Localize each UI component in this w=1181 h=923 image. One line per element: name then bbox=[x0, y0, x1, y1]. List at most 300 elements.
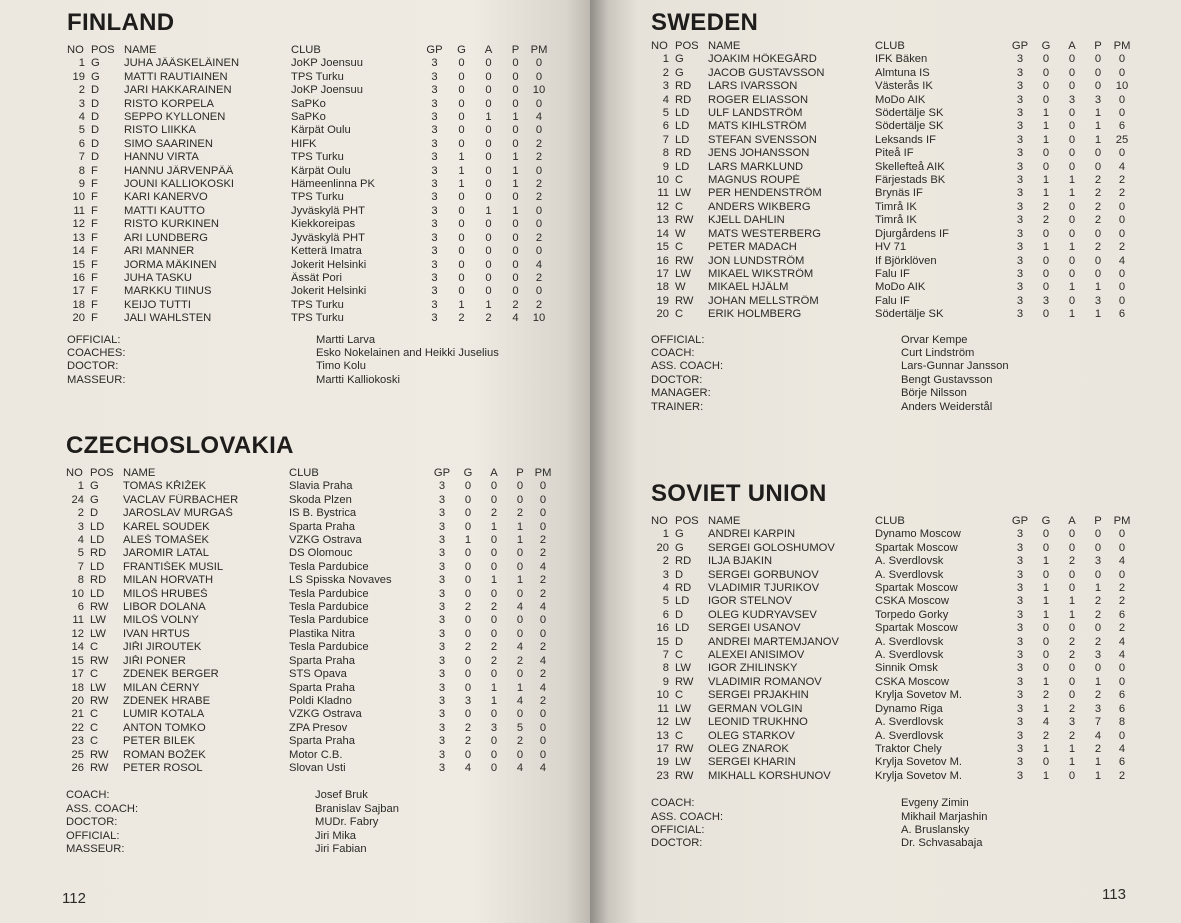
player-name: ROMAN BOŽEK bbox=[123, 748, 206, 761]
player-club: Sparta Praha bbox=[289, 520, 355, 533]
player-pos: F bbox=[91, 164, 98, 177]
player-pos: F bbox=[91, 312, 98, 325]
player-row bbox=[651, 582, 1133, 595]
player-p: 0 bbox=[1094, 622, 1102, 635]
player-a: 0 bbox=[485, 231, 492, 244]
player-gp: 3 bbox=[1016, 662, 1024, 675]
player-a: 0 bbox=[485, 137, 492, 150]
player-row bbox=[66, 708, 553, 721]
player-p: 5 bbox=[516, 721, 524, 734]
player-g: 2 bbox=[1042, 689, 1050, 702]
player-pos: LD bbox=[675, 107, 690, 120]
staff-role: OFFICIAL: bbox=[67, 333, 121, 346]
player-gp: 3 bbox=[431, 258, 438, 271]
staff-role: DOCTOR: bbox=[66, 816, 118, 829]
player-p: 4 bbox=[1094, 729, 1102, 742]
player-p: 1 bbox=[516, 574, 524, 587]
player-a: 1 bbox=[490, 574, 498, 587]
player-no: 16 bbox=[656, 622, 669, 635]
player-no: 1 bbox=[662, 53, 669, 66]
player-p: 0 bbox=[516, 480, 524, 493]
player-no: 10 bbox=[72, 191, 85, 204]
player-row bbox=[651, 241, 1133, 254]
player-club: Jyväskylä PHT bbox=[291, 231, 365, 244]
player-row bbox=[66, 547, 553, 560]
player-pm: 0 bbox=[1118, 227, 1126, 240]
col-header-gp: GP bbox=[1011, 515, 1029, 527]
player-no: 7 bbox=[662, 133, 669, 146]
player-pos: D bbox=[675, 568, 684, 581]
player-pm: 4 bbox=[1118, 635, 1126, 648]
player-g: 2 bbox=[1042, 214, 1050, 227]
player-club: Västerås IK bbox=[875, 80, 933, 93]
player-p: 0 bbox=[512, 137, 519, 150]
player-name: JAROMIR LATAL bbox=[123, 547, 209, 560]
player-gp: 3 bbox=[438, 748, 446, 761]
player-a: 1 bbox=[490, 520, 498, 533]
player-row bbox=[66, 534, 553, 547]
player-no: 3 bbox=[77, 520, 84, 533]
player-pos: RD bbox=[90, 547, 107, 560]
player-no: 24 bbox=[71, 493, 84, 506]
player-row bbox=[67, 299, 549, 312]
staff-row bbox=[67, 334, 546, 347]
player-p: 0 bbox=[516, 493, 524, 506]
player-a: 0 bbox=[1068, 689, 1076, 702]
player-pm: 2 bbox=[1118, 582, 1126, 595]
player-pos: LD bbox=[675, 622, 690, 635]
player-name: SEPPO KYLLONEN bbox=[124, 111, 226, 124]
player-pos: F bbox=[91, 204, 98, 217]
player-name: SERGEI USANOV bbox=[708, 622, 801, 635]
player-gp: 3 bbox=[1016, 769, 1024, 782]
col-header-pos: POS bbox=[91, 44, 115, 56]
player-pos: F bbox=[91, 271, 98, 284]
player-p: 0 bbox=[512, 271, 519, 284]
player-pos: D bbox=[675, 635, 684, 648]
staff-row bbox=[651, 347, 1101, 360]
player-gp: 3 bbox=[438, 547, 446, 560]
player-pos: F bbox=[91, 218, 98, 231]
player-a: 0 bbox=[490, 735, 498, 748]
player-no: 2 bbox=[662, 66, 669, 79]
team-section-soviet-union bbox=[651, 481, 1133, 851]
player-club: Falu IF bbox=[875, 267, 910, 280]
player-a: 3 bbox=[490, 721, 498, 734]
player-a: 0 bbox=[490, 480, 498, 493]
player-row bbox=[651, 649, 1133, 662]
player-no: 22 bbox=[71, 721, 84, 734]
player-pos: LD bbox=[675, 133, 690, 146]
staff-row bbox=[66, 830, 515, 843]
player-row bbox=[66, 507, 553, 520]
player-g: 0 bbox=[1042, 254, 1050, 267]
player-a: 0 bbox=[490, 627, 498, 640]
player-gp: 3 bbox=[431, 97, 438, 110]
player-p: 2 bbox=[1094, 595, 1102, 608]
staff-role: ASS. COACH: bbox=[651, 360, 724, 373]
player-name: JACOB GUSTAVSSON bbox=[708, 66, 825, 79]
col-header-a: A bbox=[1068, 515, 1076, 527]
player-pm: 2 bbox=[1118, 622, 1126, 635]
player-club: ZPA Presov bbox=[289, 721, 348, 734]
player-pm: 4 bbox=[1118, 649, 1126, 662]
player-pm: 2 bbox=[535, 178, 543, 191]
player-gp: 3 bbox=[438, 721, 446, 734]
player-name: OLEG KUDRYAVSEV bbox=[708, 608, 817, 621]
player-pm: 2 bbox=[1118, 187, 1126, 200]
col-header-pm: PM bbox=[1113, 40, 1131, 52]
player-a: 0 bbox=[1068, 267, 1076, 280]
player-p: 4 bbox=[516, 694, 524, 707]
player-pos: RW bbox=[90, 761, 109, 774]
player-name: LIBOR DOLANA bbox=[123, 601, 206, 614]
staff-name: Timo Kolu bbox=[316, 360, 366, 373]
player-g: 2 bbox=[464, 721, 472, 734]
player-name: HANNU VIRTA bbox=[124, 151, 199, 164]
player-gp: 3 bbox=[1016, 254, 1024, 267]
team-section-finland bbox=[67, 10, 549, 387]
player-pm: 0 bbox=[535, 245, 543, 258]
player-a: 0 bbox=[490, 493, 498, 506]
player-pm: 0 bbox=[535, 57, 543, 70]
player-p: 0 bbox=[1094, 160, 1102, 173]
col-header-name: NAME bbox=[708, 515, 741, 527]
player-gp: 3 bbox=[438, 534, 446, 547]
staff-row bbox=[66, 816, 515, 829]
player-club: Piteå IF bbox=[875, 147, 914, 160]
player-club: VZKG Ostrava bbox=[289, 708, 362, 721]
player-p: 4 bbox=[516, 641, 524, 654]
staff-role: ASS. COACH: bbox=[651, 810, 724, 823]
player-g: 0 bbox=[1042, 160, 1050, 173]
player-no: 12 bbox=[656, 716, 669, 729]
player-pos: D bbox=[91, 124, 100, 137]
player-row bbox=[651, 161, 1133, 174]
player-pos: G bbox=[91, 57, 100, 70]
player-no: 20 bbox=[656, 308, 669, 321]
player-pos: RD bbox=[675, 582, 692, 595]
player-pm: 0 bbox=[539, 493, 547, 506]
player-pm: 4 bbox=[1118, 742, 1126, 755]
player-row bbox=[651, 730, 1133, 743]
player-p: 0 bbox=[512, 84, 519, 97]
player-name: LARS MARKLUND bbox=[708, 160, 804, 173]
player-no: 25 bbox=[71, 748, 84, 761]
player-g: 0 bbox=[464, 708, 472, 721]
player-pos: C bbox=[90, 708, 99, 721]
col-header-pos: POS bbox=[675, 515, 699, 527]
player-a: 0 bbox=[1068, 147, 1076, 160]
player-pos: D bbox=[91, 137, 100, 150]
player-name: KARI KANERVO bbox=[124, 191, 208, 204]
player-name: ALEXEI ANISIMOV bbox=[708, 649, 805, 662]
player-gp: 3 bbox=[431, 178, 438, 191]
player-gp: 3 bbox=[438, 735, 446, 748]
player-g: 1 bbox=[458, 178, 465, 191]
player-club: Torpedo Gorky bbox=[875, 608, 949, 621]
player-pos: LD bbox=[675, 595, 690, 608]
player-pm: 4 bbox=[539, 761, 547, 774]
col-header-p: P bbox=[511, 44, 520, 56]
player-row bbox=[651, 542, 1133, 555]
player-pos: D bbox=[91, 151, 100, 164]
player-name: ANDREI KARPIN bbox=[708, 528, 796, 541]
player-row bbox=[67, 285, 549, 298]
player-pos: RD bbox=[675, 147, 692, 160]
player-row bbox=[67, 98, 549, 111]
player-g: 1 bbox=[1042, 595, 1050, 608]
player-g: 0 bbox=[1042, 267, 1050, 280]
player-gp: 3 bbox=[1016, 267, 1024, 280]
player-no: 17 bbox=[656, 267, 669, 280]
player-row bbox=[651, 268, 1133, 281]
staff-name: Börje Nilsson bbox=[901, 387, 967, 400]
player-no: 4 bbox=[77, 534, 84, 547]
player-pm: 2 bbox=[1118, 595, 1126, 608]
player-p: 0 bbox=[512, 258, 519, 271]
player-p: 2 bbox=[1094, 635, 1102, 648]
player-pos: RW bbox=[675, 742, 694, 755]
player-a: 0 bbox=[1068, 160, 1076, 173]
player-pm: 2 bbox=[1118, 174, 1126, 187]
player-row bbox=[651, 228, 1133, 241]
player-no: 23 bbox=[71, 735, 84, 748]
player-p: 1 bbox=[1094, 675, 1102, 688]
player-name: IVAN HRTUS bbox=[123, 627, 190, 640]
player-pos: RW bbox=[675, 769, 694, 782]
player-gp: 3 bbox=[1016, 281, 1024, 294]
player-name: RISTO LIIKKA bbox=[124, 124, 196, 137]
player-g: 1 bbox=[1042, 241, 1050, 254]
player-pos: D bbox=[91, 84, 100, 97]
staff-role: MASSEUR: bbox=[67, 373, 126, 386]
player-pm: 2 bbox=[1118, 769, 1126, 782]
player-a: 0 bbox=[1068, 769, 1076, 782]
player-a: 1 bbox=[1068, 241, 1076, 254]
player-no: 17 bbox=[656, 742, 669, 755]
player-name: ZDENEK HRABE bbox=[123, 694, 211, 707]
col-header-g: G bbox=[1041, 40, 1051, 52]
staff-row bbox=[651, 797, 1101, 810]
player-gp: 3 bbox=[1016, 568, 1024, 581]
player-p: 0 bbox=[516, 547, 524, 560]
player-row bbox=[651, 555, 1133, 568]
player-p: 0 bbox=[1094, 662, 1102, 675]
player-gp: 3 bbox=[438, 654, 446, 667]
player-pm: 4 bbox=[1118, 254, 1126, 267]
player-g: 0 bbox=[458, 84, 465, 97]
col-header-pm: PM bbox=[1113, 515, 1131, 527]
player-name: MIKAEL HJÄLM bbox=[708, 281, 789, 294]
player-name: KEIJO TUTTI bbox=[124, 298, 191, 311]
player-p: 1 bbox=[1094, 120, 1102, 133]
team-title: CZECHOSLOVAKIA bbox=[66, 432, 294, 459]
player-pos: F bbox=[91, 298, 98, 311]
player-row bbox=[67, 259, 549, 272]
col-header-name: NAME bbox=[123, 467, 156, 479]
player-g: 1 bbox=[1042, 742, 1050, 755]
player-no: 19 bbox=[72, 70, 85, 83]
player-a: 0 bbox=[1068, 53, 1076, 66]
player-pm: 0 bbox=[539, 748, 547, 761]
player-a: 0 bbox=[485, 164, 492, 177]
player-row bbox=[66, 641, 553, 654]
player-pos: RD bbox=[90, 574, 107, 587]
player-no: 17 bbox=[71, 668, 84, 681]
player-club: Skoda Plzen bbox=[289, 493, 352, 506]
player-pm: 6 bbox=[1118, 756, 1126, 769]
player-g: 0 bbox=[464, 493, 472, 506]
player-club: MoDo AIK bbox=[875, 93, 926, 106]
player-name: JORMA MÄKINEN bbox=[124, 258, 217, 271]
player-name: MIKAEL WIKSTRÖM bbox=[708, 267, 814, 280]
player-club: SaPKo bbox=[291, 111, 326, 124]
player-g: 0 bbox=[464, 547, 472, 560]
player-g: 0 bbox=[458, 191, 465, 204]
player-g: 0 bbox=[458, 271, 465, 284]
player-pos: D bbox=[90, 507, 99, 520]
col-header-no: NO bbox=[66, 467, 83, 479]
player-gp: 3 bbox=[438, 480, 446, 493]
player-gp: 3 bbox=[1016, 608, 1024, 621]
player-a: 1 bbox=[1068, 174, 1076, 187]
player-gp: 3 bbox=[431, 137, 438, 150]
player-club: Spartak Moscow bbox=[875, 541, 958, 554]
staff-table bbox=[67, 334, 546, 388]
player-a: 2 bbox=[485, 312, 492, 325]
player-a: 1 bbox=[1068, 608, 1076, 621]
player-pm: 6 bbox=[1118, 608, 1126, 621]
player-pm: 6 bbox=[1118, 702, 1126, 715]
player-g: 0 bbox=[464, 654, 472, 667]
player-no: 10 bbox=[656, 689, 669, 702]
player-pm: 0 bbox=[1118, 200, 1126, 213]
player-row bbox=[67, 178, 549, 191]
player-club: TPS Turku bbox=[291, 298, 344, 311]
player-p: 4 bbox=[516, 761, 524, 774]
player-pos: G bbox=[91, 70, 100, 83]
col-header-no: NO bbox=[651, 515, 668, 527]
player-no: 8 bbox=[662, 662, 669, 675]
player-p: 1 bbox=[512, 111, 519, 124]
player-p: 0 bbox=[1094, 541, 1102, 554]
player-p: 0 bbox=[1094, 53, 1102, 66]
player-club: TPS Turku bbox=[291, 70, 344, 83]
player-name: JIŘI JIROUTEK bbox=[123, 641, 202, 654]
player-gp: 3 bbox=[438, 574, 446, 587]
player-no: 11 bbox=[657, 187, 669, 200]
player-gp: 3 bbox=[1016, 702, 1024, 715]
team-title: SOVIET UNION bbox=[651, 480, 827, 507]
player-g: 0 bbox=[1042, 756, 1050, 769]
player-club: Färjestads BK bbox=[875, 174, 946, 187]
player-club: A. Sverdlovsk bbox=[875, 568, 944, 581]
player-club: Traktor Chely bbox=[875, 742, 942, 755]
col-header-club: CLUB bbox=[291, 44, 321, 56]
player-g: 0 bbox=[464, 681, 472, 694]
player-row bbox=[651, 107, 1133, 120]
player-club: HIFK bbox=[291, 137, 317, 150]
player-g: 1 bbox=[1042, 174, 1050, 187]
player-p: 4 bbox=[512, 312, 519, 325]
player-no: 16 bbox=[656, 254, 669, 267]
player-club: Jokerit Helsinki bbox=[291, 258, 367, 271]
player-gp: 3 bbox=[438, 694, 446, 707]
player-club: A. Sverdlovsk bbox=[875, 716, 944, 729]
player-row bbox=[67, 232, 549, 245]
player-a: 0 bbox=[490, 614, 498, 627]
player-no: 8 bbox=[662, 147, 669, 160]
player-g: 1 bbox=[1042, 608, 1050, 621]
player-row bbox=[651, 147, 1133, 160]
player-g: 1 bbox=[1042, 107, 1050, 120]
player-a: 2 bbox=[1068, 702, 1076, 715]
player-gp: 3 bbox=[431, 231, 438, 244]
player-row bbox=[67, 124, 549, 137]
player-gp: 3 bbox=[431, 191, 438, 204]
player-name: JARI HAKKARAINEN bbox=[124, 84, 232, 97]
staff-row bbox=[67, 374, 546, 387]
player-g: 2 bbox=[1042, 200, 1050, 213]
staff-row bbox=[651, 811, 1101, 824]
player-name: TOMAS KŘIŽEK bbox=[123, 480, 207, 493]
player-no: 19 bbox=[656, 756, 669, 769]
player-a: 0 bbox=[1068, 66, 1076, 79]
player-pm: 0 bbox=[535, 164, 543, 177]
player-pm: 0 bbox=[535, 97, 543, 110]
col-header-a: A bbox=[490, 467, 498, 479]
player-name: ULF LANDSTRÖM bbox=[708, 107, 803, 120]
player-gp: 3 bbox=[1016, 541, 1024, 554]
player-no: 26 bbox=[71, 761, 84, 774]
player-a: 0 bbox=[490, 668, 498, 681]
player-name: JOUNI KALLIOKOSKI bbox=[124, 178, 235, 191]
player-name: MAGNUS ROUPÉ bbox=[708, 174, 800, 187]
player-g: 4 bbox=[1042, 716, 1050, 729]
player-club: SaPKo bbox=[291, 97, 326, 110]
player-no: 10 bbox=[656, 174, 669, 187]
player-g: 0 bbox=[458, 97, 465, 110]
player-a: 0 bbox=[485, 57, 492, 70]
player-a: 0 bbox=[1068, 80, 1076, 93]
player-no: 19 bbox=[656, 294, 669, 307]
staff-name: Jiri Mika bbox=[315, 829, 357, 842]
player-row bbox=[651, 201, 1133, 214]
player-pm: 0 bbox=[1118, 53, 1126, 66]
player-a: 0 bbox=[485, 245, 492, 258]
player-g: 0 bbox=[458, 111, 465, 124]
player-p: 1 bbox=[1094, 308, 1102, 321]
player-a: 0 bbox=[1068, 675, 1076, 688]
staff-row bbox=[651, 401, 1101, 414]
player-name: FRANTIŠEK MUSIL bbox=[123, 560, 224, 573]
player-gp: 3 bbox=[1016, 120, 1024, 133]
player-g: 2 bbox=[464, 641, 472, 654]
player-pos: RW bbox=[675, 254, 694, 267]
player-p: 2 bbox=[1094, 608, 1102, 621]
player-g: 0 bbox=[458, 124, 465, 137]
col-header-g: G bbox=[463, 467, 473, 479]
roster-table bbox=[66, 467, 553, 775]
player-no: 4 bbox=[662, 582, 669, 595]
player-pos: RD bbox=[675, 93, 692, 106]
player-name: KAREL SOUDEK bbox=[123, 520, 210, 533]
player-pos: LW bbox=[90, 614, 106, 627]
col-header-g: G bbox=[457, 44, 466, 56]
player-gp: 3 bbox=[1016, 107, 1024, 120]
player-name: MARKKU TIINUS bbox=[124, 285, 212, 298]
